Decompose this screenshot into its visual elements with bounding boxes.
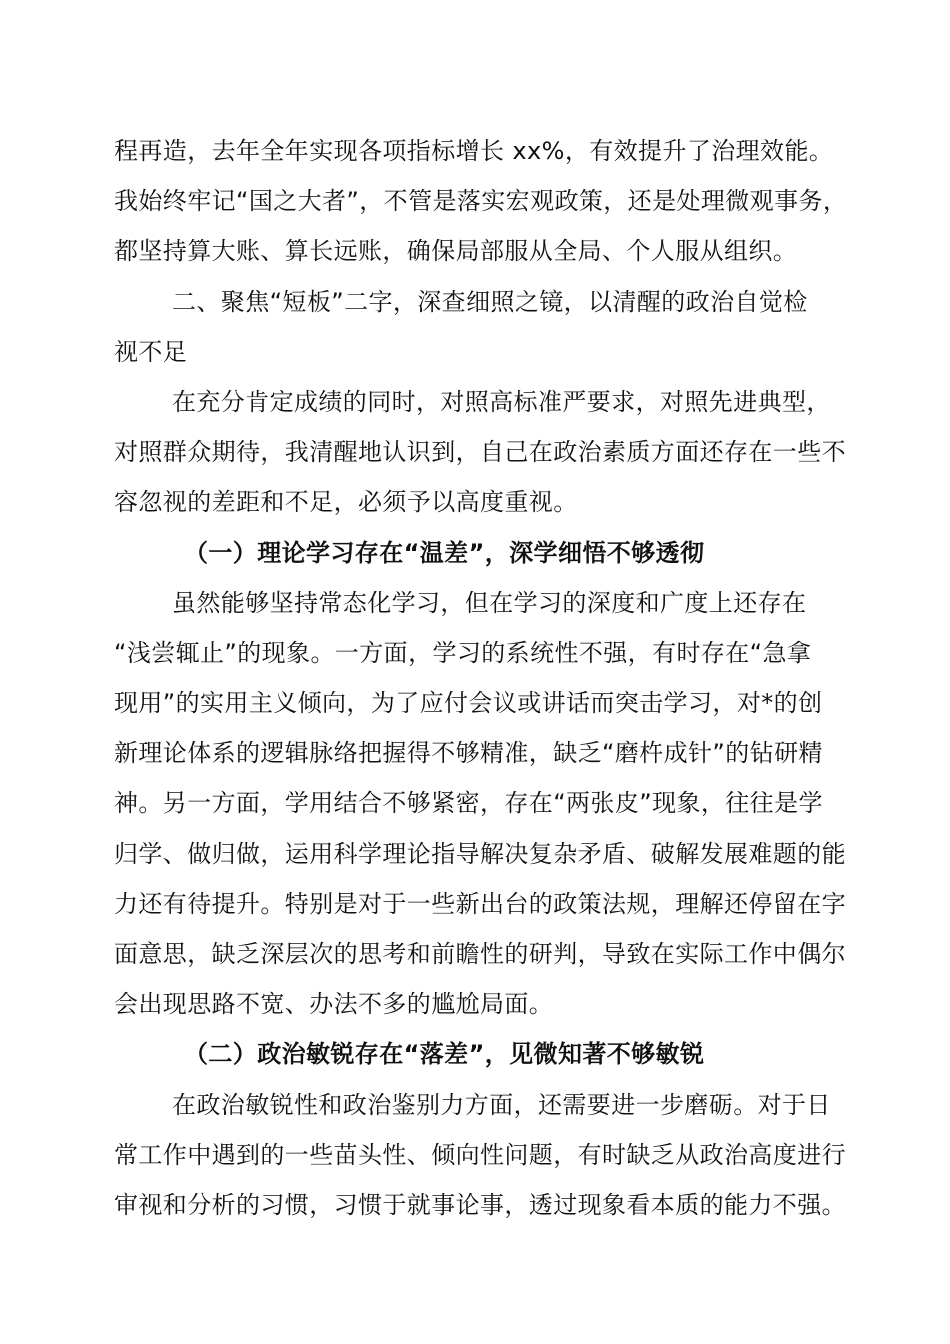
paragraph-line: 现用”的实用主义倾向，为了应付会议或讲话而突击学习，对*的创: [114, 689, 823, 718]
subsection-heading-1: （一）理论学习存在“温差”，深学细悟不够透彻: [184, 538, 705, 567]
paragraph-line: 容忽视的差距和不足，必须予以高度重视。: [114, 488, 578, 517]
body-line: 程再造，去年全年实现各项指标增长 xx%，有效提升了治理效能。: [114, 137, 834, 165]
paragraph-line: 力还有待提升。特别是对于一些新出台的政策法规，理解还停留在字: [114, 889, 846, 918]
paragraph-line: 对照群众期待，我清醒地认识到，自己在政治素质方面还存在一些不: [114, 438, 846, 467]
paragraph-line: 面意思，缺乏深层次的思考和前瞻性的研判，导致在实际工作中偶尔: [114, 940, 846, 968]
paragraph-line: 在政治敏锐性和政治鉴别力方面，还需要进一步磨砺。对于日: [172, 1090, 831, 1119]
body-line: 都坚持算大账、算长远账，确保局部服从全局、个人服从组织。: [114, 237, 798, 266]
body-line: 我始终牢记“国之大者”，不管是落实宏观政策，还是处理微观事务，: [114, 187, 848, 216]
paragraph-line: 神。另一方面，学用结合不够紧密，存在“两张皮”现象，往往是学: [114, 789, 823, 818]
paragraph-line: 新理论体系的逻辑脉络把握得不够精准，缺乏“磨杵成针”的钻研精: [114, 739, 823, 768]
paragraph-line: 审视和分析的习惯，习惯于就事论事，透过现象看本质的能力不强。: [114, 1190, 846, 1219]
paragraph-line: 在充分肯定成绩的同时，对照高标准严要求，对照先进典型，: [172, 387, 831, 416]
subsection-heading-2: （二）政治敏锐存在“落差”，见微知著不够敏锐: [184, 1040, 705, 1069]
paragraph-line: 常工作中遇到的一些苗头性、倾向性问题，有时缺乏从政治高度进行: [114, 1140, 846, 1169]
paragraph-line: 虽然能够坚持常态化学习，但在学习的深度和广度上还存在: [172, 588, 807, 617]
paragraph-line: 会出现思路不宽、办法不多的尴尬局面。: [114, 990, 554, 1019]
paragraph-line: 归学、做归做，运用科学理论指导解决复杂矛盾、破解发展难题的能: [114, 839, 846, 868]
document-body: [114, 126, 848, 1230]
section-heading-2: 二、聚焦“短板”二字，深查细照之镜，以清醒的政治自觉检: [172, 287, 808, 316]
paragraph-line: “浅尝辄止”的现象。一方面，学习的系统性不强，有时存在“急拿: [114, 638, 812, 667]
section-heading-2-continued: 视不足: [114, 337, 188, 366]
